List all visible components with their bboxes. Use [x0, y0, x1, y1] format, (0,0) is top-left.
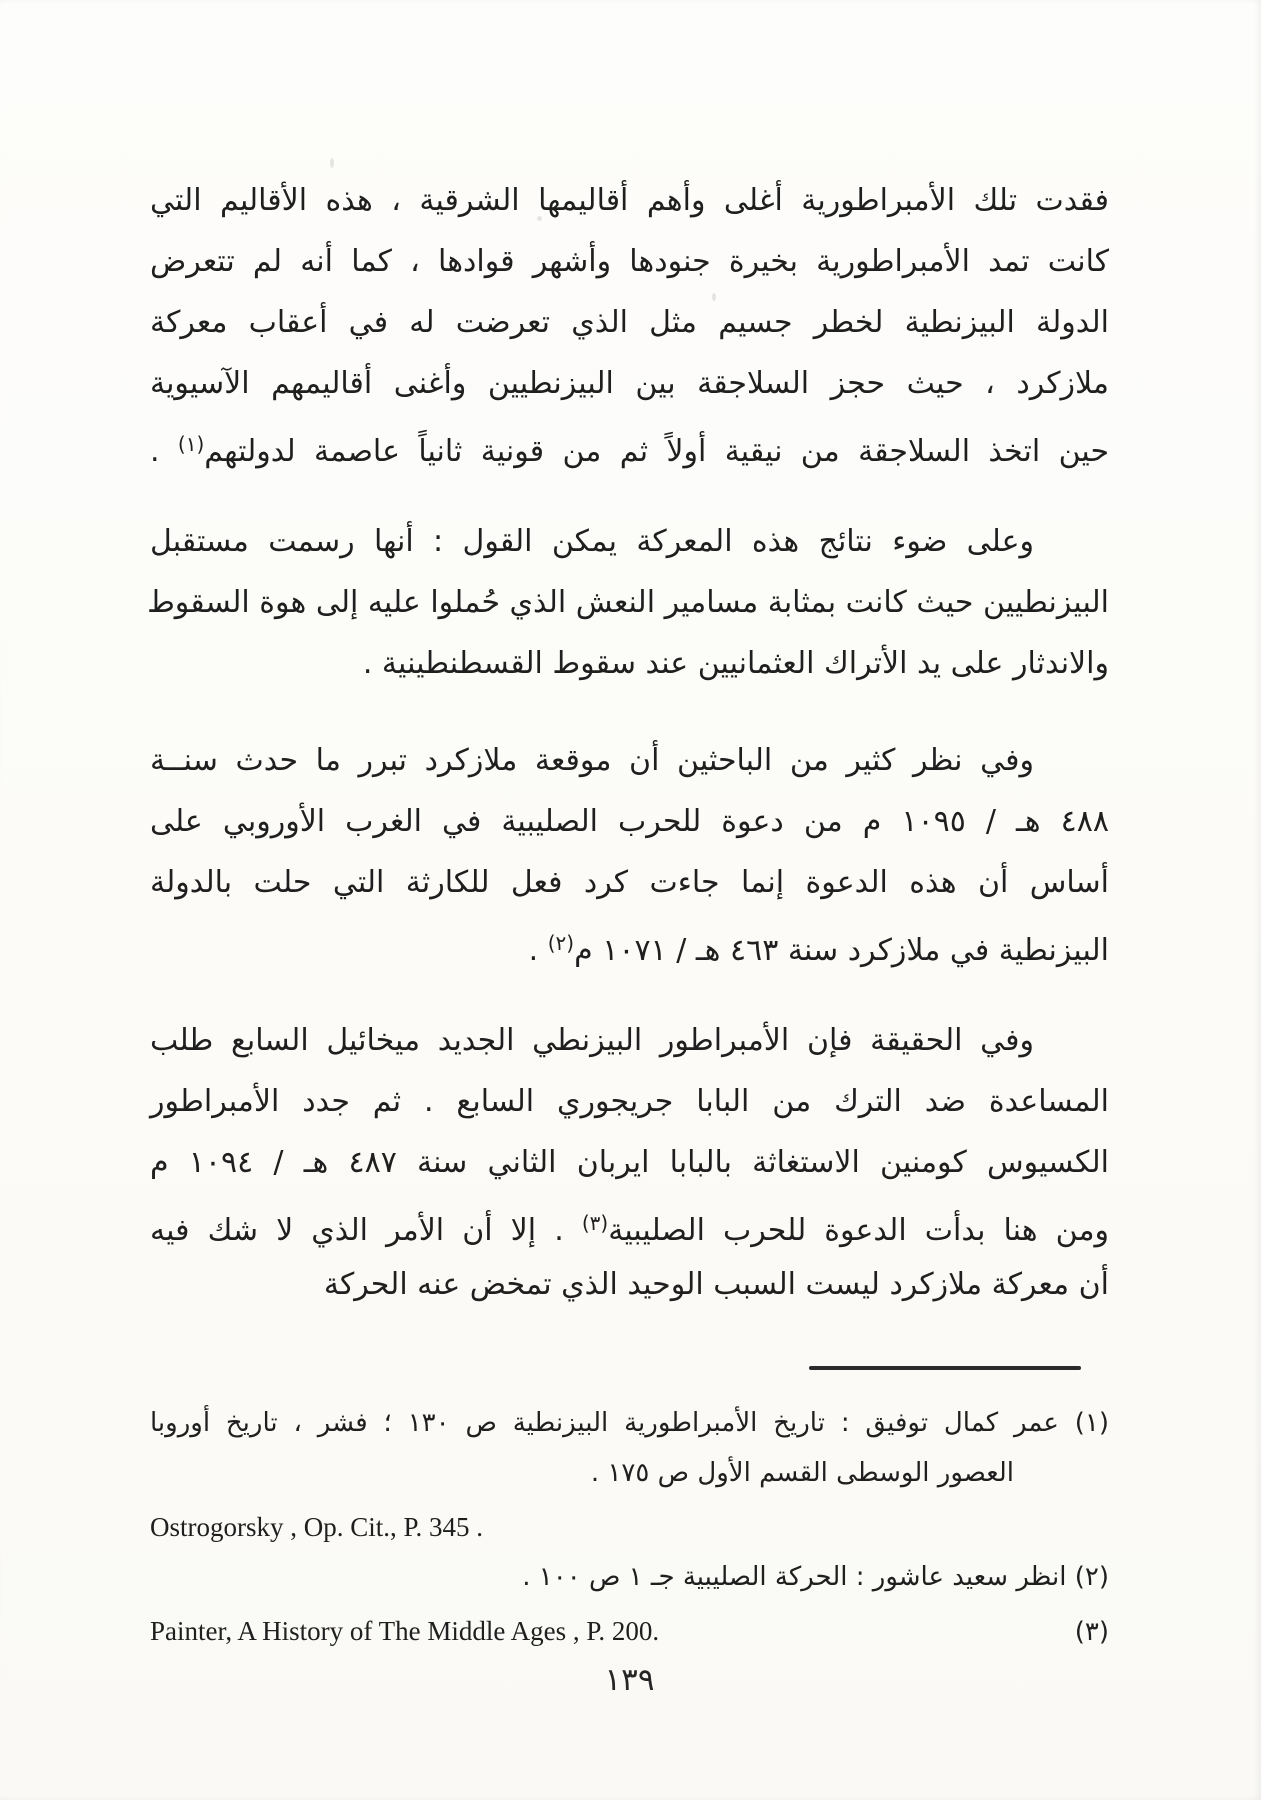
text-line: أن معركة ملازكرد ليست السبب الوحيد الذي تمخض عنه الحركة: [323, 1267, 1109, 1302]
paragraph-1: [150, 170, 1109, 475]
footnotes-section: [150, 1398, 1109, 1657]
text-segment: .: [150, 434, 178, 469]
footnote-marker-1: (١): [177, 432, 205, 456]
footnote-2: (٢) انظر سعيد عاشور : الحركة الصليبية جـ ١ ص ١٠٠ .: [522, 1562, 1109, 1592]
main-text: [147, 170, 1110, 1315]
text-segment: .: [528, 933, 548, 968]
page-number: ١٣٩: [604, 1662, 655, 1698]
footnote-separator-rule: [809, 1366, 1081, 1370]
text-line: الدولة البيزنطية لخطر جسيم مثل الذي تعرضت له في أعقاب معركة: [150, 305, 1109, 340]
text-line: البيزنطيين حيث كانت بمثابة مسامير النعش الذي حُملوا عليه إلى هوة السقوط: [147, 585, 1109, 620]
text-line: [150, 414, 1109, 475]
text-segment: حين اتخذ السلاجقة من نيقية أولاً ثم من قونية ثانياً عاصمة لدولتهم: [204, 434, 1110, 469]
text-line: المساعدة ضد الترك من البابا جريجوري السابع . ثم جدد الأمبراطور: [150, 1084, 1109, 1119]
footnote-marker-3: (٣): [581, 1211, 609, 1235]
paragraph-3: [150, 730, 1109, 974]
text-line: أساس أن هذه الدعوة إنما جاءت كرد فعل للكارثة التي حلت بالدولة: [150, 865, 1109, 900]
text-block: [147, 0, 1110, 1800]
footnote-1-line-2: العصور الوسطى القسم الأول ص ١٧٥ .: [590, 1458, 1014, 1488]
paragraph-4: [150, 1010, 1109, 1315]
text-line: والاندثار على يد الأتراك العثمانيين عند سقوط القسطنطينية .: [362, 646, 1109, 681]
footnote-3: [150, 1606, 1109, 1657]
text-segment: البيزنطية في ملازكرد سنة ٤٦٣ هـ / ١٠٧١ م: [574, 933, 1109, 968]
footnote-1-latin-reference: Ostrogorsky , Op. Cit., P. 345 .: [150, 1512, 484, 1542]
text-line: فقدت تلك الأمبراطورية أغلى وأهم أقاليمها الشرقية ، هذه الأقاليم التي: [150, 183, 1109, 218]
footnote-3-latin-reference: Painter, A History of The Middle Ages , P. 200.: [150, 1616, 660, 1646]
footnote-1-line-1: (١) عمر كمال توفيق : تاريخ الأمبراطورية البيزنطية ص ١٣٠ ؛ فشر ، تاريخ أوروبا: [150, 1408, 1109, 1438]
text-line: ٤٨٨ هـ / ١٠٩٥ م من دعوة للحرب الصليبية في الغرب الأوروبي على: [150, 804, 1109, 839]
paragraph-2: [147, 511, 1109, 694]
text-segment: ومن هنا بدأت الدعوة للحرب الصليبية: [608, 1213, 1110, 1248]
text-line: وعلى ضوء نتائج هذه المعركة يمكن القول : أنها رسمت مستقبل: [150, 524, 1034, 559]
text-line: كانت تمد الأمبراطورية بخيرة جنودها وأشهر قوادها ، كما أنه لم تتعرض: [150, 244, 1109, 279]
text-line: الكسيوس كومنين الاستغاثة بالبابا ايربان الثاني سنة ٤٨٧ هـ / ١٠٩٤ م: [150, 1145, 1109, 1180]
text-line: ملازكرد ، حيث حجز السلاجقة بين البيزنطيين وأغنى أقاليمهم الآسيوية: [150, 366, 1109, 401]
text-line: وفي الحقيقة فإن الأمبراطور البيزنطي الجديد ميخائيل السابع طلب: [150, 1023, 1034, 1058]
text-line: [150, 913, 1109, 974]
text-line: [150, 1193, 1109, 1254]
text-line: وفي نظر كثير من الباحثين أن موقعة ملازكرد تبرر ما حدث سنــة: [150, 743, 1034, 778]
text-segment: . إلا أن الأمر الذي لا شك فيه: [150, 1213, 582, 1248]
footnote-3-number: (٣): [1074, 1617, 1109, 1647]
footnote-marker-2: (٢): [547, 931, 575, 955]
